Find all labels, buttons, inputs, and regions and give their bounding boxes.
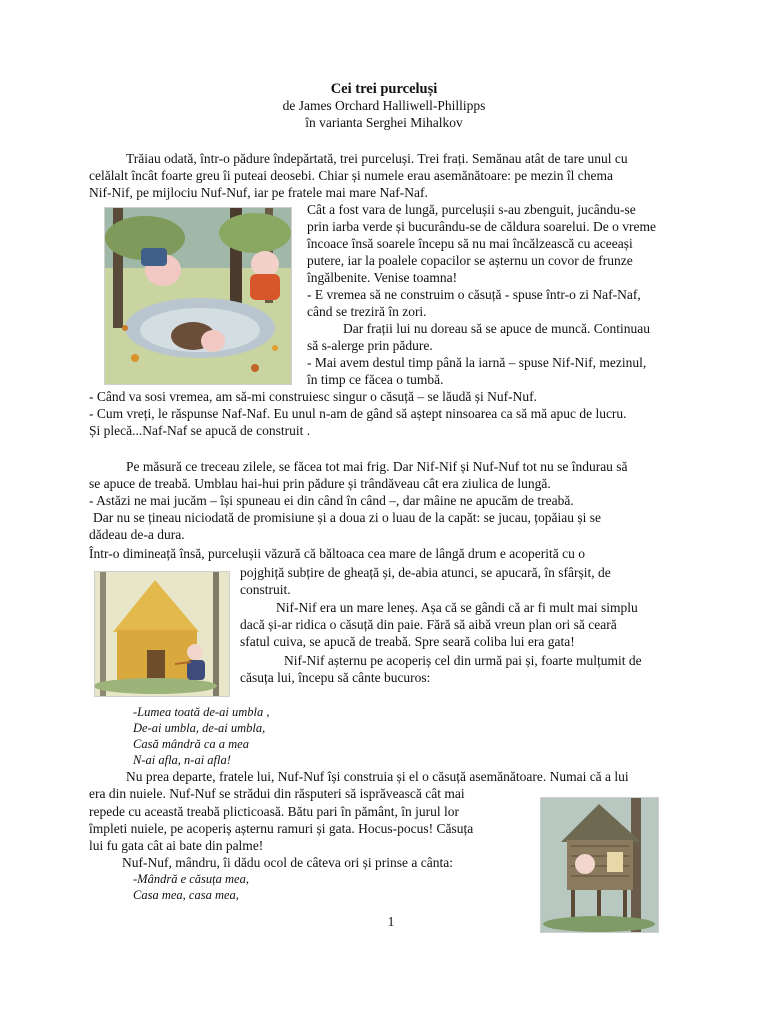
version-line: în varianta Serghei Mihalkov [305,115,463,130]
document-title: Cei trei purceluși [330,81,438,97]
song-line: Casa mea, casa mea, [133,888,239,902]
text-line: era din nuiele. Nuf-Nuf se strădui din răsputeri să isprăvească cât mai [89,786,465,801]
text-line: Pe măsură ce treceau zilele, se făcea tot mai frig. Dar Nif-Nif și Nuf-Nuf tot nu se îndurau să [126,459,628,474]
text-line: Trăiau odată, într-o pădure îndepărtată, trei purceluși. Trei frați. Semănau atât de tare unul cu [126,151,628,166]
song-line: -Mândră e căsuța mea, [133,872,249,886]
text-line: îngălbenite. Venise toamna! [307,270,458,285]
text-line: putere, iar la poalele copacilor se așternu un covor de frunze [307,253,633,268]
text-line: când se treziră în zori. [307,304,427,319]
illustration-straw-house [94,571,230,697]
text-line: pojghiță subțire de gheață și, de-abia atunci, se apucară, în sfârșit, de [240,565,611,580]
text-line: Într-o dimineață însă, purcelușii văzură că băltoaca cea mare de lângă drum e acoperită cu o [89,546,585,561]
text-line: repede cu această treabă plicticoasă. Bătu pari în pământ, în jurul lor [89,804,459,819]
text-line: construit. [240,582,291,597]
text-line: în timp ce făcea o tumbă. [307,372,444,387]
text-line: - Mai avem destul timp până la iarnă – spuse Nif-Nif, mezinul, [307,355,647,370]
text-line: Nif-Nif, pe mijlociu Nuf-Nuf, iar pe fratele mai mare Naf-Naf. [89,185,428,200]
text-line: se apuce de treabă. Umblau hai-hui prin pădure și trândăveau cât era ziulica de lungă. [89,476,551,491]
illustration-twig-house [540,797,659,933]
author-line: de James Orchard Halliwell-Phillipps [282,98,486,113]
text-line: Dar frații lui nu doreau să se apuce de muncă. Continuau [343,321,651,336]
song-line: Casă mândră ca a mea [133,737,249,751]
text-line: dacă și-ar ridica o căsuță din paie. Fără să aibă vreun plan ori să ceară [240,617,617,632]
text-line: celălalt încât foarte greu îi puteai deosebi. Chiar și numele erau asemănătoare: pe mezin îl chema [89,168,614,183]
text-line: Și plecă...Naf-Naf se apucă de construit . [89,423,311,438]
illustration-pigs-playing-in-forest [104,207,292,385]
text-line: lui fu gata cât ai bate din palme! [89,838,264,853]
text-line: Nu prea departe, fratele lui, Nuf-Nuf își construia și el o căsuță asemănătoare. Numai că a lui [126,769,629,784]
text-line: Cât a fost vara de lungă, purcelușii s-au zbenguit, jucându-se [307,202,636,217]
text-line: Nuf-Nuf, mândru, îi dădu ocol de câteva ori și prinse a cânta: [122,855,454,870]
text-line: împleti nuiele, pe acoperiș așternu ramuri și gata. Hocus-pocus! Căsuța [89,821,474,836]
text-line: să s-alerge prin pădure. [307,338,433,353]
text-line: prin iarba verde și bucurându-se de căldura soarelui. De o vreme [307,219,656,234]
text-line: încoace însă soarele începu să nu mai încălzească cu aceeași [307,236,633,251]
text-line: - Când va sosi vremea, am să-mi construiesc singur o căsuță – se lăudă și Nuf-Nuf. [89,389,538,404]
text-line: sfatul cuiva, se apucă de treabă. Spre seară coliba lui era gata! [240,634,575,649]
text-line: dădeau de-a dura. [89,527,185,542]
twig-house-on-stilts-icon [541,798,658,932]
pigs-in-autumn-forest-icon [105,208,291,384]
straw-hut-with-pig-icon [95,572,229,696]
text-line: - E vremea să ne construim o căsuță - spuse într-o zi Naf-Naf, [307,287,641,302]
page-number: 1 [387,914,395,929]
text-line: - Cum vreți, le răspunse Naf-Naf. Eu unul n-am de gând să aștept ninsoarea ca să mă apuc de lucru. [89,406,627,421]
text-line: Dar nu se țineau niciodată de promisiune și a doua zi o luau de la capăt: se jucau, țopăiau și se [93,510,601,525]
text-line: Nif-Nif era un mare leneș. Așa că se gândi că ar fi mult mai simplu [276,600,638,615]
song-line: -Lumea toată de-ai umbla , [133,705,270,719]
text-line: căsuța lui, începu să cânte bucuros: [240,670,431,685]
song-line: De-ai umbla, de-ai umbla, [133,721,266,735]
text-line: - Astăzi ne mai jucăm – își spuneau ei din când în când –, dar mâine ne apucăm de treabă. [89,493,574,508]
text-line: Nif-Nif așternu pe acoperiș cel din urmă pai și, foarte mulțumit de [284,653,642,668]
song-line: N-ai afla, n-ai afla! [133,753,231,767]
